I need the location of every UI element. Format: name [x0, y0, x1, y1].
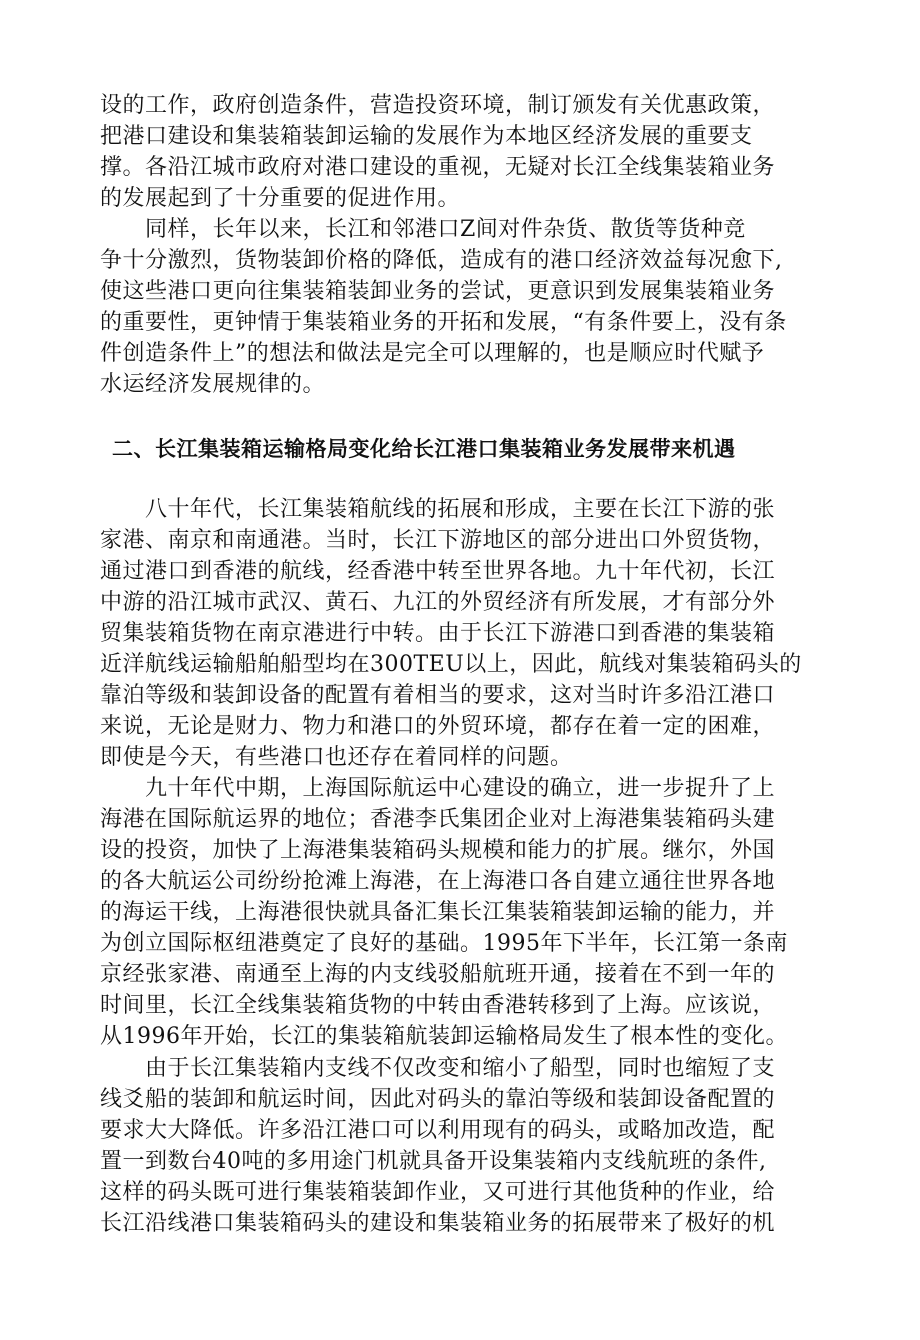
text-line: 为创立国际枢纽港奠定了良好的基础。1995年下半年，长江第一条南 [100, 931, 788, 956]
text-line: 设的投资，加快了上海港集装箱码头规模和能力的扩展。继尔，外国 [100, 838, 776, 863]
text-line: 要求大大降低。许多沿江港口可以利用现有的码头，或略加改造，配 [100, 1118, 776, 1143]
text-line: 的发展起到了十分重要的促进作用。 [100, 186, 461, 211]
paragraph-2 [100, 214, 820, 400]
text-line: 家港、南京和南通港。当时，长江下游地区的部分进出口外贸货物， [100, 528, 776, 553]
text-line: 水运经济发展规律的。 [100, 372, 326, 397]
text-line: 的海运干线，上海港很快就具备汇集长江集装箱装卸运输的能力，并 [100, 900, 776, 925]
text-line: 争十分激烈，货物装卸价格的降低，造成有的港口经济效益每况愈下, [100, 248, 783, 273]
text-line: 九十年代中期，上海国际航运中心建设的确立，进一步捉升了上 [100, 776, 776, 801]
text-line: 置一到数台40吨的多用途门机就具备开设集装箱内支线航班的条件, [100, 1149, 767, 1174]
text-line: 线爻船的装卸和航运时间，因此对码头的靠泊等级和装卸设备配置的 [100, 1087, 776, 1112]
section-paragraph-2 [100, 773, 820, 1052]
text-line: 京经张家港、南通至上海的内支线驳船航班开通，接着在不到一年的 [100, 962, 776, 987]
text-line: 由于长江集装箱内支线不仅改变和缩小了船型，同时也缩短了支 [100, 1056, 776, 1081]
text-line: 来说，无论是财力、物力和港口的外贸环境，都存在着一定的困难， [100, 714, 776, 739]
text-line: 通过港口到香港的航线，经香港中转至世界各地。九十年代初，长江 [100, 559, 776, 584]
text-line: 从1996年开始，长江的集装箱航装卸运输格局发生了根本性的变化。 [100, 1024, 788, 1049]
text-line: 近洋航线运输船舶船型均在300TEU以上，因此，航线对集装箱码头的 [100, 652, 802, 677]
text-line: 设的工作，政府创造条件，营造投资环境，制订颁发有关优惠政策， [100, 93, 776, 118]
text-line: 八十年代，长江集装箱航线的拓展和形成，主要在长江下游的张 [100, 497, 776, 522]
text-line: 使这些港口更向往集装箱装卸业务的尝试，更意识到发展集装箱业务 [100, 279, 776, 304]
text-line: 中游的沿江城市武汉、黄石、九江的外贸经济有所发展，才有部分外 [100, 590, 776, 615]
text-line: 时间里，长江全线集装箱货物的中转由香港转移到了上海。应该说， [100, 993, 776, 1018]
text-line: 海港在国际航运界的地位；香港李氏集团企业对上海港集装箱码头建 [100, 807, 776, 832]
paragraph-1 [100, 90, 820, 214]
text-line: 这样的码头既可进行集装箱装卸作业，又可进行其他货种的作业，给 [100, 1180, 776, 1205]
section-heading: 二、长江集装箱运输格局变化给长江港口集装箱业务发展带来机遇 [112, 437, 736, 461]
section-paragraph-1 [100, 494, 820, 773]
text-line: 的重要性，更钟情于集装箱业务的开拓和发展，“有条件要上，没有条 [100, 310, 787, 335]
text-line: 把港口建设和集装箱装卸运输的发展作为本地区经济发展的重要支 [100, 124, 753, 149]
text-line: 同样，长年以来，长江和邻港口Z间对件杂货、散货等货种竞 [100, 217, 746, 242]
text-line: 件创造条件上”的想法和做法是完全可以理解的，也是顺应时代赋予 [100, 341, 765, 366]
text-line: 长江沿线港口集装箱码头的建设和集装箱业务的拓展带来了极好的机 [100, 1211, 776, 1236]
text-line: 靠泊等级和装卸设备的配置有着相当的要求，这对当时许多沿江港口 [100, 683, 776, 708]
text-line: 的各大航运公司纷纷抢滩上海港，在上海港口各自建立通往世界各地 [100, 869, 776, 894]
text-line: 贸集装箱货物在南京港进行中转。由于长江下游港口到香港的集装箱 [100, 621, 776, 646]
text-line: 撑。各沿江城市政府对港口建设的重视，无疑对长江全线集装箱业务 [100, 155, 776, 180]
section-paragraph-3 [100, 1053, 820, 1239]
text-line: 即使是今天，有些港口也还存在着同样的问题。 [100, 745, 573, 770]
